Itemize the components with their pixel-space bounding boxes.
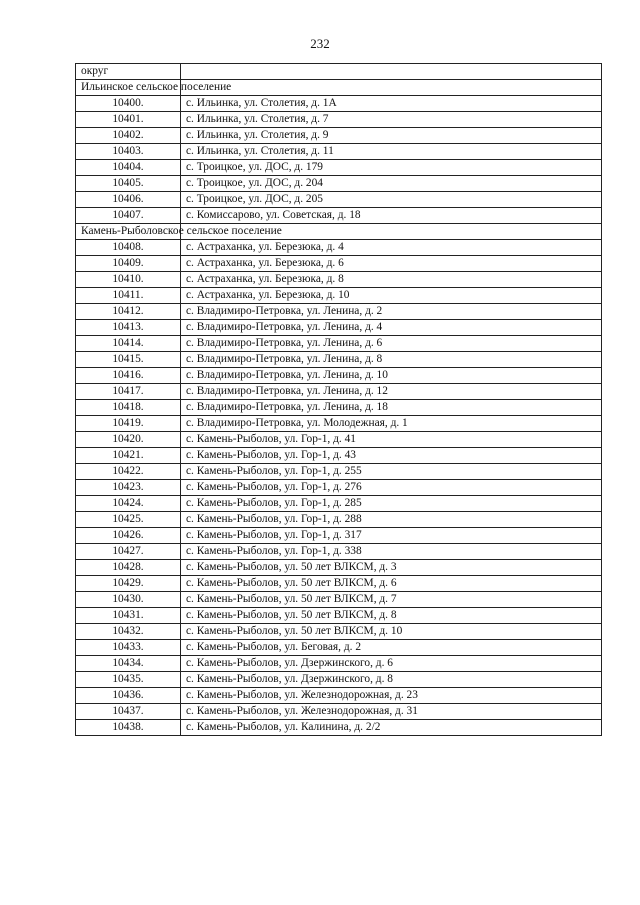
row-number: 10417. xyxy=(76,384,181,400)
table-row xyxy=(76,128,602,144)
row-number: 10401. xyxy=(76,112,181,128)
row-address: с. Камень-Рыболов, ул. Дзержинского, д. 6 xyxy=(181,656,602,672)
row-address: с. Камень-Рыболов, ул. 50 лет ВЛКСМ, д. 7 xyxy=(181,592,602,608)
row-address: с. Астраханка, ул. Березюка, д. 6 xyxy=(181,256,602,272)
table-row xyxy=(76,656,602,672)
row-number: 10431. xyxy=(76,608,181,624)
row-address: с. Камень-Рыболов, ул. Гор-1, д. 317 xyxy=(181,528,602,544)
table-row xyxy=(76,624,602,640)
row-number: 10400. xyxy=(76,96,181,112)
row-number: 10428. xyxy=(76,560,181,576)
table-row xyxy=(76,400,602,416)
table-row xyxy=(76,512,602,528)
table-row xyxy=(76,320,602,336)
row-number: 10405. xyxy=(76,176,181,192)
row-address: с. Камень-Рыболов, ул. Гор-1, д. 41 xyxy=(181,432,602,448)
row-number: 10414. xyxy=(76,336,181,352)
row-number: 10419. xyxy=(76,416,181,432)
table-row xyxy=(76,480,602,496)
row-address: с. Ильинка, ул. Столетия, д. 11 xyxy=(181,144,602,160)
row-number: 10407. xyxy=(76,208,181,224)
row-address: с. Ильинка, ул. Столетия, д. 1А xyxy=(181,96,602,112)
row-address: с. Владимиро-Петровка, ул. Ленина, д. 2 xyxy=(181,304,602,320)
row-address: с. Троицкое, ул. ДОС, д. 205 xyxy=(181,192,602,208)
row-number: 10418. xyxy=(76,400,181,416)
table-row xyxy=(76,144,602,160)
row-address: с. Астраханка, ул. Березюка, д. 4 xyxy=(181,240,602,256)
group-label: округ xyxy=(76,64,181,80)
table-row xyxy=(76,352,602,368)
row-address: с. Ильинка, ул. Столетия, д. 9 xyxy=(181,128,602,144)
table-row xyxy=(76,336,602,352)
table-row xyxy=(76,384,602,400)
row-address: с. Троицкое, ул. ДОС, д. 179 xyxy=(181,160,602,176)
row-address: с. Владимиро-Петровка, ул. Молодежная, д. 1 xyxy=(181,416,602,432)
row-address: с. Камень-Рыболов, ул. Гор-1, д. 276 xyxy=(181,480,602,496)
row-address: с. Камень-Рыболов, ул. 50 лет ВЛКСМ, д. 8 xyxy=(181,608,602,624)
row-address: с. Камень-Рыболов, ул. Гор-1, д. 255 xyxy=(181,464,602,480)
group-empty-cell xyxy=(181,80,602,96)
row-address: с. Троицкое, ул. ДОС, д. 204 xyxy=(181,176,602,192)
row-address: с. Владимиро-Петровка, ул. Ленина, д. 8 xyxy=(181,352,602,368)
row-number: 10408. xyxy=(76,240,181,256)
table-row xyxy=(76,432,602,448)
table-row xyxy=(76,560,602,576)
table-row xyxy=(76,240,602,256)
row-address: с. Астраханка, ул. Березюка, д. 8 xyxy=(181,272,602,288)
row-number: 10420. xyxy=(76,432,181,448)
row-address: с. Камень-Рыболов, ул. 50 лет ВЛКСМ, д. 6 xyxy=(181,576,602,592)
row-number: 10415. xyxy=(76,352,181,368)
table-row xyxy=(76,464,602,480)
row-address: с. Камень-Рыболов, ул. 50 лет ВЛКСМ, д. 3 xyxy=(181,560,602,576)
row-number: 10402. xyxy=(76,128,181,144)
row-address: с. Камень-Рыболов, ул. Железнодорожная, д. 23 xyxy=(181,688,602,704)
row-address: с. Камень-Рыболов, ул. Гор-1, д. 338 xyxy=(181,544,602,560)
table-row xyxy=(76,592,602,608)
group-header-row xyxy=(76,80,602,96)
table-row xyxy=(76,688,602,704)
page-number: 232 xyxy=(310,36,330,51)
row-number: 10436. xyxy=(76,688,181,704)
row-address: с. Владимиро-Петровка, ул. Ленина, д. 18 xyxy=(181,400,602,416)
row-number: 10438. xyxy=(76,720,181,736)
row-number: 10433. xyxy=(76,640,181,656)
row-number: 10429. xyxy=(76,576,181,592)
table-row xyxy=(76,448,602,464)
row-address: с. Владимиро-Петровка, ул. Ленина, д. 6 xyxy=(181,336,602,352)
row-address: с. Владимиро-Петровка, ул. Ленина, д. 4 xyxy=(181,320,602,336)
table-row xyxy=(76,640,602,656)
row-number: 10404. xyxy=(76,160,181,176)
row-number: 10410. xyxy=(76,272,181,288)
table-row xyxy=(76,416,602,432)
table-row xyxy=(76,96,602,112)
table-row xyxy=(76,112,602,128)
row-address: с. Камень-Рыболов, ул. Гор-1, д. 43 xyxy=(181,448,602,464)
row-number: 10432. xyxy=(76,624,181,640)
row-address: с. Камень-Рыболов, ул. Дзержинского, д. 8 xyxy=(181,672,602,688)
table-row xyxy=(76,256,602,272)
table-row xyxy=(76,608,602,624)
table-row xyxy=(76,672,602,688)
row-number: 10434. xyxy=(76,656,181,672)
row-address: с. Камень-Рыболов, ул. 50 лет ВЛКСМ, д. 10 xyxy=(181,624,602,640)
row-number: 10424. xyxy=(76,496,181,512)
row-address: с. Владимиро-Петровка, ул. Ленина, д. 10 xyxy=(181,368,602,384)
row-number: 10426. xyxy=(76,528,181,544)
row-number: 10430. xyxy=(76,592,181,608)
table-row xyxy=(76,704,602,720)
row-number: 10412. xyxy=(76,304,181,320)
row-number: 10425. xyxy=(76,512,181,528)
table-row xyxy=(76,304,602,320)
table-row xyxy=(76,176,602,192)
row-number: 10409. xyxy=(76,256,181,272)
address-table-body xyxy=(76,64,602,736)
row-number: 10421. xyxy=(76,448,181,464)
row-number: 10435. xyxy=(76,672,181,688)
row-address: с. Камень-Рыболов, ул. Калинина, д. 2/2 xyxy=(181,720,602,736)
row-number: 10406. xyxy=(76,192,181,208)
row-address: с. Астраханка, ул. Березюка, д. 10 xyxy=(181,288,602,304)
row-address: с. Ильинка, ул. Столетия, д. 7 xyxy=(181,112,602,128)
group-header-row xyxy=(76,64,602,80)
row-number: 10422. xyxy=(76,464,181,480)
row-number: 10413. xyxy=(76,320,181,336)
table-row xyxy=(76,160,602,176)
row-number: 10411. xyxy=(76,288,181,304)
table-row xyxy=(76,368,602,384)
table-row xyxy=(76,288,602,304)
table-row xyxy=(76,192,602,208)
address-table xyxy=(75,63,602,736)
row-address: с. Камень-Рыболов, ул. Гор-1, д. 288 xyxy=(181,512,602,528)
group-empty-cell xyxy=(181,64,602,80)
row-address: с. Камень-Рыболов, ул. Беговая, д. 2 xyxy=(181,640,602,656)
table-row xyxy=(76,720,602,736)
table-row xyxy=(76,208,602,224)
row-number: 10427. xyxy=(76,544,181,560)
group-label: Камень-Рыболовское сельское поселение xyxy=(76,224,181,240)
table-row xyxy=(76,544,602,560)
table-row xyxy=(76,528,602,544)
row-address: с. Камень-Рыболов, ул. Гор-1, д. 285 xyxy=(181,496,602,512)
row-address: с. Владимиро-Петровка, ул. Ленина, д. 12 xyxy=(181,384,602,400)
row-address: с. Камень-Рыболов, ул. Железнодорожная, д. 31 xyxy=(181,704,602,720)
row-number: 10403. xyxy=(76,144,181,160)
row-number: 10437. xyxy=(76,704,181,720)
group-header-row xyxy=(76,224,602,240)
row-number: 10416. xyxy=(76,368,181,384)
group-label: Ильинское сельское поселение xyxy=(76,80,181,96)
row-address: с. Комиссарово, ул. Советская, д. 18 xyxy=(181,208,602,224)
table-row xyxy=(76,496,602,512)
table-row xyxy=(76,576,602,592)
row-number: 10423. xyxy=(76,480,181,496)
table-row xyxy=(76,272,602,288)
